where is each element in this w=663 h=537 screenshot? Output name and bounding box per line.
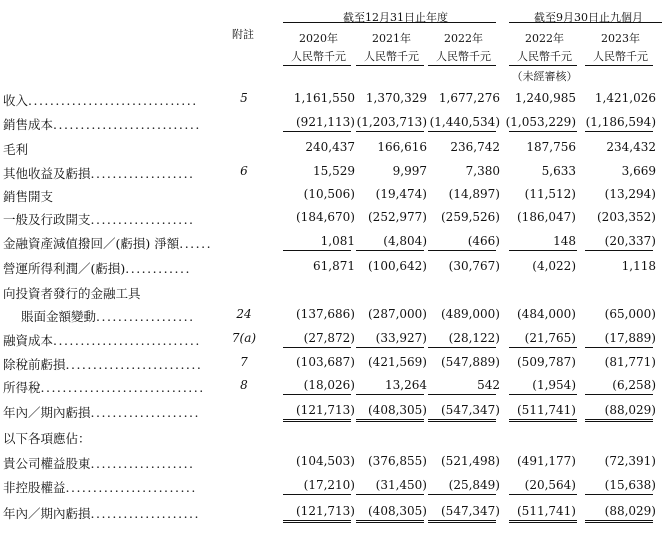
row-value: (184,670) <box>296 210 355 224</box>
row-label-text: 銷售開支 <box>3 189 54 204</box>
row-value: (10,506) <box>303 187 355 201</box>
subtotal-rule <box>428 394 496 395</box>
row-label <box>3 234 212 252</box>
row-value: (28,122) <box>448 331 500 345</box>
row-label <box>3 140 28 158</box>
row-label-text: 銷售成本 <box>3 117 54 132</box>
subtotal-rule <box>585 394 653 395</box>
column-year: 2020年 <box>299 32 338 45</box>
subtotal-rule <box>283 250 351 251</box>
row-label <box>3 504 200 522</box>
row-value: (491,177) <box>517 454 576 468</box>
row-value: 7,380 <box>465 164 500 178</box>
subtotal-rule <box>428 347 496 348</box>
row-value: (287,000) <box>368 307 427 321</box>
row-value: (4,804) <box>383 234 427 248</box>
row-value: 542 <box>477 378 500 392</box>
row-value: 166,616 <box>377 140 427 154</box>
row-value: 1,421,026 <box>594 91 656 105</box>
row-leader-dots: ........................... <box>53 117 201 132</box>
row-label-text: 非控股權益 <box>3 480 66 495</box>
row-leader-dots: .................... <box>90 506 200 521</box>
row-leader-dots: .................. <box>96 309 195 324</box>
total-double-rule <box>428 419 496 422</box>
column-header-rule <box>509 65 577 66</box>
row-label <box>3 284 141 302</box>
total-double-rule <box>585 419 653 422</box>
row-value: (13,294) <box>604 187 656 201</box>
total-double-rule <box>356 419 424 422</box>
column-year: 2022年 <box>525 32 564 45</box>
row-label-text: 年內／期內虧損 <box>3 506 91 521</box>
row-label <box>3 164 195 182</box>
row-value: (17,889) <box>604 331 656 345</box>
row-note-ref: 6 <box>240 164 248 178</box>
row-value: 1,240,985 <box>514 91 576 105</box>
row-label-text: 其他收益及虧損 <box>3 166 91 181</box>
row-value: (31,450) <box>375 478 427 492</box>
subtotal-rule <box>356 131 424 132</box>
row-value: (466) <box>467 234 500 248</box>
row-leader-dots: ................... <box>90 166 195 181</box>
row-label-text: 除稅前虧損 <box>3 357 66 372</box>
row-value: 15,529 <box>313 164 355 178</box>
row-value: (1,203,713) <box>356 115 427 129</box>
row-value: (489,000) <box>441 307 500 321</box>
row-value: 1,370,329 <box>365 91 427 105</box>
subtotal-rule <box>509 347 577 348</box>
row-leader-dots: .................... <box>90 405 200 420</box>
row-value: (20,337) <box>604 234 656 248</box>
column-year: 2022年 <box>444 32 483 45</box>
row-value: (27,872) <box>303 331 355 345</box>
row-value: (509,787) <box>517 355 576 369</box>
row-label-text: 貴公司權益股東 <box>3 456 91 471</box>
column-unaudited-note: （未經審核） <box>511 70 578 83</box>
row-label <box>3 454 195 472</box>
total-double-rule <box>283 419 351 422</box>
row-value: (65,000) <box>604 307 656 321</box>
row-value: (547,347) <box>441 504 500 518</box>
row-value: 236,742 <box>450 140 500 154</box>
row-value: (1,053,229) <box>505 115 576 129</box>
row-label-text: 毛利 <box>3 142 29 157</box>
total-double-rule <box>283 520 351 523</box>
row-leader-dots: ............................... <box>28 93 198 108</box>
row-value: (547,347) <box>441 403 500 417</box>
row-label-text: 賬面金額變動 <box>21 309 97 324</box>
row-label <box>3 378 205 396</box>
subtotal-rule <box>428 494 496 495</box>
row-leader-dots: ........................... <box>53 333 201 348</box>
subtotal-rule <box>509 131 577 132</box>
row-value: (6,258) <box>612 378 656 392</box>
total-double-rule <box>356 520 424 523</box>
row-value: 3,669 <box>621 164 656 178</box>
row-value: (1,440,534) <box>429 115 500 129</box>
row-label-text: 所得稅 <box>3 380 41 395</box>
year-group-rule <box>283 22 496 23</box>
row-value: (1,186,594) <box>585 115 656 129</box>
row-label <box>21 307 195 325</box>
column-year: 2021年 <box>372 32 411 45</box>
row-value: (103,687) <box>296 355 355 369</box>
row-value: (521,498) <box>441 454 500 468</box>
total-double-rule <box>509 520 577 523</box>
row-value: (408,305) <box>368 403 427 417</box>
note-column-header: 附註 <box>232 28 254 41</box>
row-value: (484,000) <box>517 307 576 321</box>
row-value: (15,638) <box>604 478 656 492</box>
month-group-rule <box>509 22 662 23</box>
row-value: (511,741) <box>517 403 576 417</box>
row-value: (30,767) <box>448 259 500 273</box>
total-double-rule <box>509 419 577 422</box>
row-value: 5,633 <box>541 164 576 178</box>
subtotal-rule <box>356 394 424 395</box>
subtotal-rule <box>283 394 351 395</box>
column-unit: 人民幣千元 <box>291 50 346 63</box>
row-note-ref: 8 <box>240 378 248 392</box>
row-value: (4,022) <box>532 259 576 273</box>
subtotal-rule <box>585 494 653 495</box>
row-leader-dots: ...... <box>179 236 213 251</box>
row-value: 1,081 <box>320 234 355 248</box>
row-value: (121,713) <box>296 403 355 417</box>
row-value: 1,118 <box>621 259 656 273</box>
column-header-rule <box>356 65 424 66</box>
column-unit: 人民幣千元 <box>593 50 648 63</box>
month-group-header: 截至9月30日止九個月 <box>534 11 643 24</box>
row-note-ref: 24 <box>236 307 252 321</box>
row-value: (203,352) <box>597 210 656 224</box>
row-label <box>3 91 198 109</box>
row-value: (20,564) <box>524 478 576 492</box>
subtotal-rule <box>428 250 496 251</box>
row-label <box>3 187 53 205</box>
year-group-header: 截至12月31日止年度 <box>343 11 448 24</box>
column-year: 2023年 <box>601 32 640 45</box>
row-note-ref: 7 <box>240 355 248 369</box>
row-label-text: 收入 <box>3 93 29 108</box>
row-value: (421,569) <box>368 355 427 369</box>
row-value: 187,756 <box>526 140 576 154</box>
row-label <box>3 331 201 349</box>
subtotal-rule <box>428 131 496 132</box>
row-label <box>3 478 197 496</box>
row-leader-dots: ......................... <box>65 357 203 372</box>
row-leader-dots: ........................ <box>65 480 197 495</box>
row-label-text: 一般及行政開支 <box>3 212 91 227</box>
column-header-rule <box>283 65 351 66</box>
row-note-ref: 5 <box>240 91 248 105</box>
column-unit: 人民幣千元 <box>364 50 419 63</box>
row-label <box>3 355 202 373</box>
row-value: 1,677,276 <box>438 91 500 105</box>
column-header-rule <box>585 65 653 66</box>
row-label <box>3 429 91 447</box>
subtotal-rule <box>356 250 424 251</box>
row-value: 1,161,550 <box>293 91 355 105</box>
row-value: (259,526) <box>441 210 500 224</box>
row-note-ref: 7(a) <box>231 331 257 345</box>
row-value: (81,771) <box>604 355 656 369</box>
row-label-text: 營運所得利潤／(虧損) <box>3 261 126 276</box>
row-value: (376,855) <box>368 454 427 468</box>
subtotal-rule <box>283 494 351 495</box>
row-value: (121,713) <box>296 504 355 518</box>
row-value: (137,686) <box>296 307 355 321</box>
subtotal-rule <box>509 394 577 395</box>
total-double-rule <box>585 520 653 523</box>
row-leader-dots: ............ <box>125 261 191 276</box>
row-value: (1,954) <box>532 378 576 392</box>
row-value: (88,029) <box>604 504 656 518</box>
row-value: 61,871 <box>313 259 355 273</box>
row-value: 240,437 <box>305 140 355 154</box>
row-label-text: 金融資產減值撥回／(虧損) 淨額 <box>3 236 180 251</box>
row-value: (11,512) <box>524 187 576 201</box>
row-label-text: 以下各項應佔： <box>3 431 91 446</box>
row-label <box>3 259 191 277</box>
row-value: (104,503) <box>296 454 355 468</box>
row-label <box>3 403 200 421</box>
row-leader-dots: ................... <box>90 212 195 227</box>
subtotal-rule <box>283 131 351 132</box>
row-value: (19,474) <box>375 187 427 201</box>
subtotal-rule <box>585 250 653 251</box>
row-value: 13,264 <box>385 378 427 392</box>
row-leader-dots: ................... <box>90 456 195 471</box>
row-value: (511,741) <box>517 504 576 518</box>
subtotal-rule <box>585 347 653 348</box>
row-value: 148 <box>553 234 576 248</box>
row-value: (100,642) <box>368 259 427 273</box>
subtotal-rule <box>356 494 424 495</box>
row-leader-dots: .............................. <box>40 380 205 395</box>
row-value: (408,305) <box>368 504 427 518</box>
column-unit: 人民幣千元 <box>436 50 491 63</box>
column-header-rule <box>428 65 496 66</box>
subtotal-rule <box>509 250 577 251</box>
subtotal-rule <box>509 494 577 495</box>
row-value: (25,849) <box>448 478 500 492</box>
row-value: (17,210) <box>303 478 355 492</box>
row-value: (88,029) <box>604 403 656 417</box>
row-value: (252,977) <box>368 210 427 224</box>
row-value: (14,897) <box>448 187 500 201</box>
row-label-text: 年內／期內虧損 <box>3 405 91 420</box>
subtotal-rule <box>283 347 351 348</box>
row-value: (921,113) <box>296 115 355 129</box>
row-value: (547,889) <box>441 355 500 369</box>
row-value: 234,432 <box>606 140 656 154</box>
row-value: (21,765) <box>524 331 576 345</box>
row-value: 9,997 <box>392 164 427 178</box>
subtotal-rule <box>585 131 653 132</box>
column-unit: 人民幣千元 <box>517 50 572 63</box>
total-double-rule <box>428 520 496 523</box>
row-label <box>3 210 195 228</box>
row-label-text: 向投資者發行的金融工具 <box>3 286 141 301</box>
row-value: (33,927) <box>375 331 427 345</box>
row-label-text: 融資成本 <box>3 333 54 348</box>
row-value: (186,047) <box>517 210 576 224</box>
subtotal-rule <box>356 347 424 348</box>
row-value: (72,391) <box>604 454 656 468</box>
row-label <box>3 115 201 133</box>
row-value: (18,026) <box>303 378 355 392</box>
